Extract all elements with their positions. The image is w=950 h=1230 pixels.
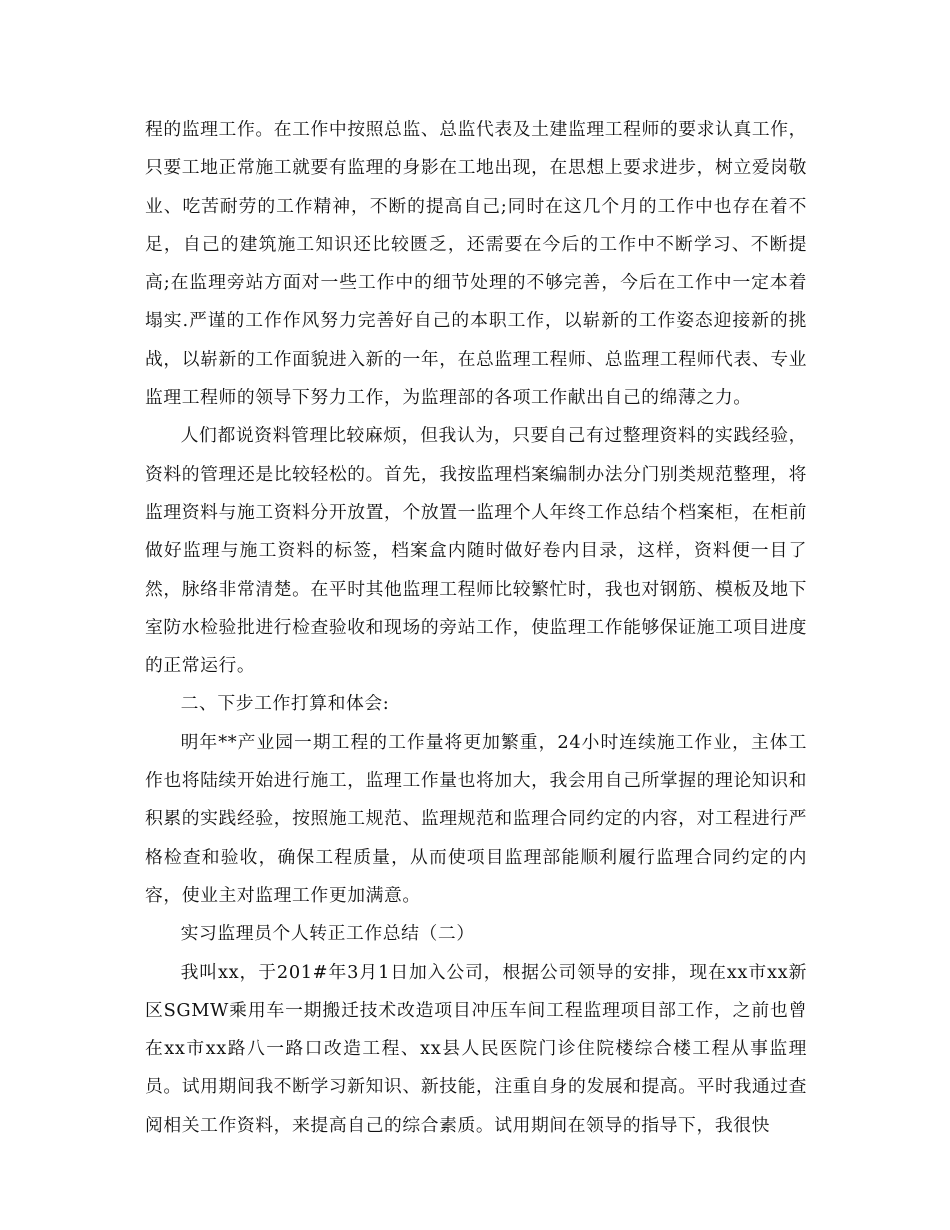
section-heading-next-steps: 二、下步工作打算和体会: <box>180 693 390 715</box>
document-body <box>145 111 807 1145</box>
section-heading-summary-two: 实习监理员个人转正工作总结（二） <box>180 923 475 945</box>
paragraph-data-management: 人们都说资料管理比较麻烦，但我认为，只要自己有过整理资料的实践经验，资料的管理还是比较轻松的。首先，我按监理档案编制办法分门别类规范整理，将监理资料与施工资料分开放置，个放置一监理个人年终工作总结个档案柜，在柜前做好监理与施工资料的标签，档案盒内随时做好卷内目录，这样，资料便一目了然，脉络非常清楚。在平时其他监理工程师比较繁忙时，我也对钢筋、模板及地下室防水检验批进行检查验收和现场的旁站工作，使监理工作能够保证施工项目进度的正常运行。 <box>145 425 807 677</box>
paragraph-next-year-plan: 明年**产业园一期工程的工作量将更加繁重，24小时连续施工作业，主体工作也将陆续开始进行施工，监理工作量也将加大，我会用自己所掌握的理论知识和积累的实践经验，按照施工规范、监理规范和监理合同约定的内容，对工程进行严格检查和验收，确保工程质量，从而使项目监理部能顺利履行监理合同约定的内容，使业主对监理工作更加满意。 <box>145 731 807 906</box>
paragraph-introduction: 我叫xx，于201#年3月1日加入公司，根据公司领导的安排，现在xx市xx新区SGMW乘用车一期搬迁技术改造项目冲压车间工程监理项目部工作，之前也曾在xx市xx路八一路口改造工程、xx县人民医院门诊住院楼综合楼工程从事监理员。试用期间我不断学习新知识、新技能，注重自身的发展和提高。平时我通过查阅相关工作资料，来提高自己的综合素质。试用期间在领导的指导下，我很快 <box>145 961 807 1136</box>
paragraph-continued: 程的监理工作。在工作中按照总监、总监代表及土建监理工程师的要求认真工作，只要工地正常施工就要有监理的身影在工地出现，在思想上要求进步，树立爱岗敬业、吃苦耐劳的工作精神，不断的提高自己;同时在这几个月的工作中也存在着不足，自己的建筑施工知识还比较匮乏，还需要在今后的工作中不断学习、不断提高;在监理旁站方面对一些工作中的细节处理的不够完善，今后在工作中一定本着塌实.严谨的工作作风努力完善好自己的本职工作，以崭新的工作姿态迎接新的挑战，以崭新的工作面貌进入新的一年，在总监理工程师、总监理工程师代表、专业监理工程师的领导下努力工作，为监理部的各项工作献出自己的绵薄之力。 <box>145 119 807 409</box>
